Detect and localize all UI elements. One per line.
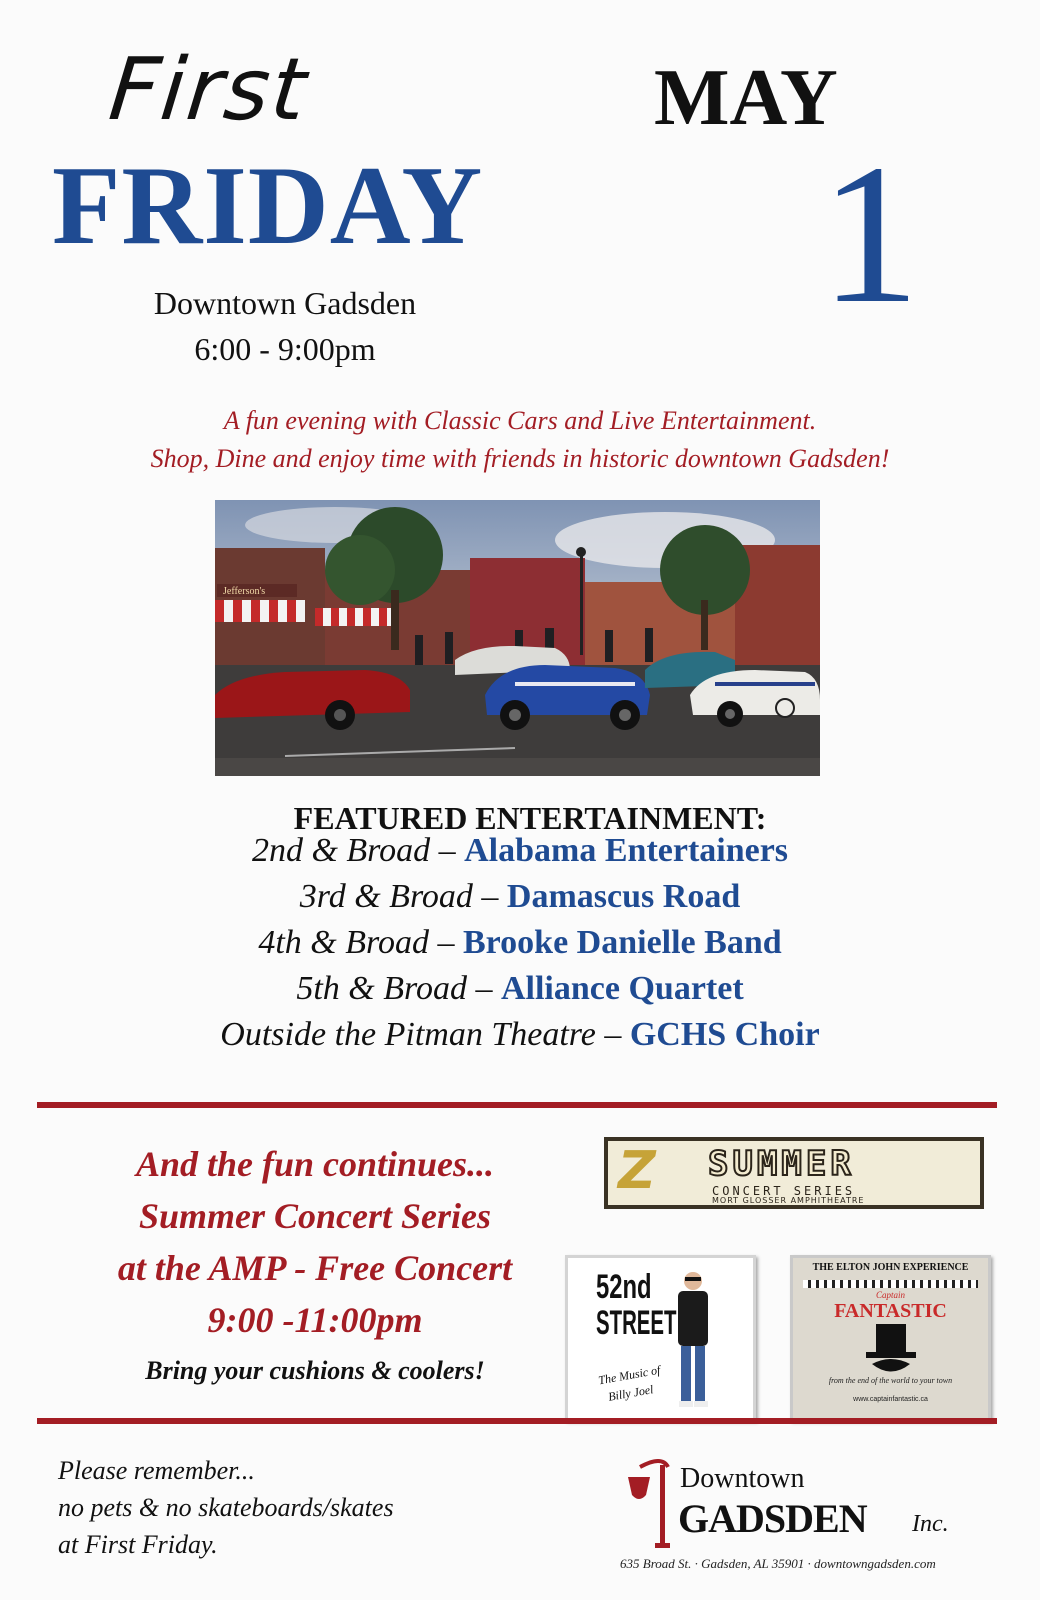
venue-location: 2nd & Broad — [251, 832, 431, 869]
summer-series-text: Summer Concert Series — [138, 1196, 492, 1236]
summer-concert-series-logo — [604, 1137, 984, 1209]
band-card-52nd-street — [565, 1255, 756, 1421]
separator-dash: – — [475, 970, 493, 1007]
performer-name: Damascus Road — [506, 878, 741, 915]
top-hat-icon — [858, 1324, 923, 1379]
event-month: MAY — [654, 54, 838, 142]
org-address: 635 Broad St. · Gadsden, AL 35901 · downtowngadsden.com — [620, 1556, 936, 1571]
entertainment-row — [0, 828, 1040, 874]
band-card-captain-fantastic — [790, 1255, 991, 1421]
reminder-note — [58, 1452, 394, 1563]
downtown-gadsden-logo — [620, 1455, 980, 1565]
piano-keys-graphic — [803, 1280, 978, 1288]
cf-name: FANTASTIC — [834, 1300, 947, 1322]
photo-sign-text: Jefferson's — [223, 586, 266, 597]
reminder-line-3: at First Friday. — [58, 1530, 218, 1559]
venue-location: 5th & Broad — [296, 970, 467, 1007]
performer-name: Alabama Entertainers — [464, 832, 789, 869]
performer-name: GCHS Choir — [629, 1016, 820, 1053]
reminder-line-1: Please remember... — [58, 1456, 255, 1485]
org-downtown: Downtown — [680, 1463, 805, 1494]
divider-rule-bottom — [37, 1418, 997, 1424]
amp-free-concert-text: at the AMP - Free Concert — [117, 1248, 513, 1288]
reminder-line-2: no pets & no skateboards/skates — [58, 1493, 394, 1522]
entertainment-row — [0, 920, 1040, 966]
featured-entertainment-title: FEATURED ENTERTAINMENT: — [293, 800, 767, 836]
venue-location: 3rd & Broad — [299, 878, 473, 915]
performer-name: Brooke Danielle Band — [463, 924, 782, 961]
org-gadsden: GADSDEN — [678, 1496, 867, 1541]
cf-url: www.captainfantastic.ca — [853, 1396, 928, 1403]
performer-name: Alliance Quartet — [500, 970, 744, 1007]
separator-dash: – — [437, 924, 455, 961]
street-lamp-icon — [620, 1455, 680, 1550]
classic-cars-photo — [215, 500, 820, 776]
52nd-sub-line2: Billy Joel — [607, 1382, 655, 1404]
venue-location: 4th & Broad — [258, 924, 429, 961]
venue-location: Outside the Pitman Theatre — [220, 1016, 596, 1053]
org-inc: Inc. — [912, 1511, 949, 1537]
bring-cushions-note: Bring your cushions & coolers! — [145, 1356, 485, 1385]
52nd-sub-line1: The Music of — [597, 1362, 662, 1388]
fun-continues-text: And the fun continues... — [135, 1144, 495, 1184]
cf-tagline: from the end of the world to your town — [828, 1376, 953, 1385]
performer-figure — [663, 1263, 723, 1413]
tagline-line-2: Shop, Dine and enjoy time with friends in historic downtown Gadsden! — [150, 444, 890, 473]
separator-dash: – — [481, 878, 499, 915]
street-title: STREET — [596, 1304, 677, 1342]
entertainment-row — [0, 874, 1040, 920]
event-day: 1 — [820, 124, 920, 345]
separator-dash: – — [438, 832, 456, 869]
divider-rule-top — [37, 1102, 997, 1108]
event-tagline — [40, 402, 1000, 478]
52nd-title: 52nd — [596, 1268, 652, 1306]
entertainment-row — [0, 1012, 1040, 1058]
first-heading: First — [104, 40, 313, 140]
street-scene-illustration — [215, 500, 820, 776]
summer-logo-venue: MORT GLOSSER AMPHITHEATRE — [712, 1196, 865, 1205]
event-time: 6:00 - 9:00pm — [194, 331, 376, 367]
summer-logo-word: SUMMER — [708, 1144, 855, 1184]
cf-top-text: THE ELTON JOHN EXPERIENCE — [812, 1262, 969, 1273]
summer-logo-letter: Z — [618, 1141, 656, 1201]
concert-time: 9:00 -11:00pm — [207, 1300, 423, 1340]
separator-dash: – — [604, 1016, 622, 1053]
summer-logo-sub: CONCERT SERIES — [712, 1184, 856, 1198]
tagline-line-1: A fun evening with Classic Cars and Live Entertainment. — [223, 406, 817, 435]
event-location: Downtown Gadsden — [153, 285, 417, 321]
cf-captain-label: Captain — [875, 1290, 905, 1300]
entertainment-row — [0, 966, 1040, 1012]
friday-heading: FRIDAY — [52, 144, 484, 268]
